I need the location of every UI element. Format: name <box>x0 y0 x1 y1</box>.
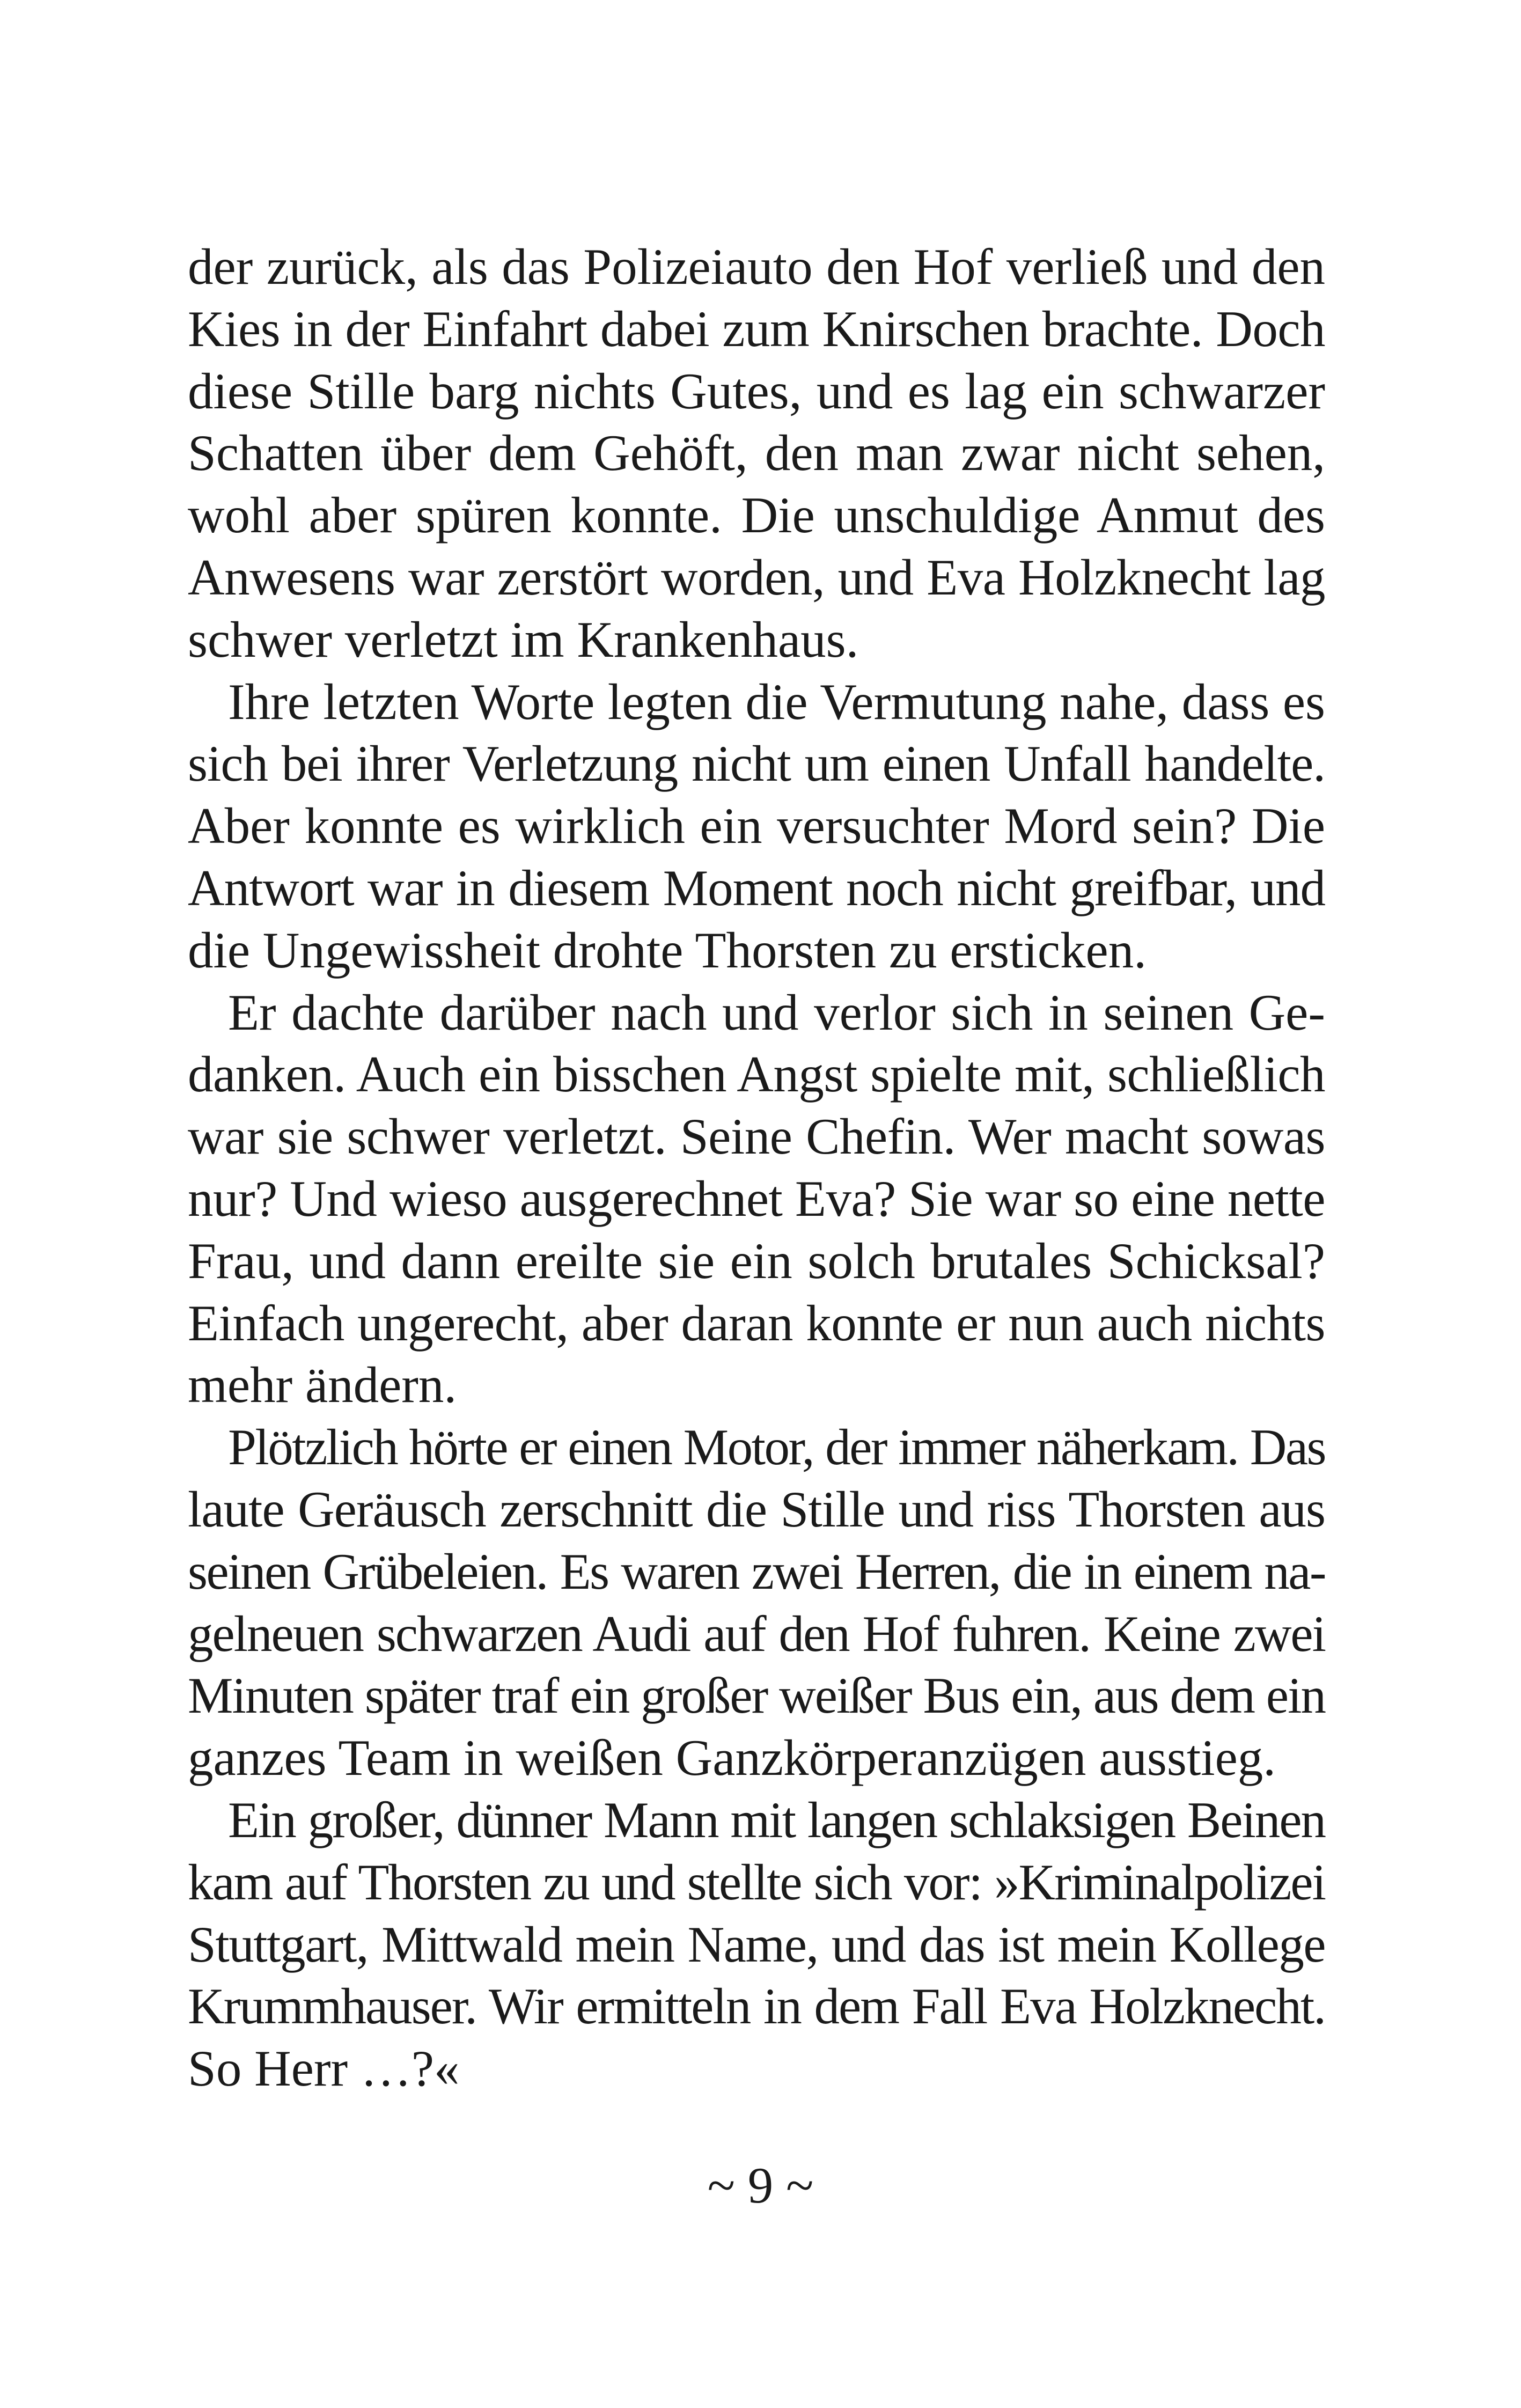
text-line: Einfach ungerecht, aber daran konnte er nun auch nichts <box>188 1294 1325 1352</box>
text-line: Antwort war in diesem Moment noch nicht greifbar, und <box>188 859 1325 916</box>
text-line: Plötzlich hörte er einen Motor, der immer näherkam. Das <box>228 1419 1325 1476</box>
text-line: schwer verletzt im Krankenhaus. <box>188 611 859 668</box>
text-line: Frau, und dann ereilte sie ein solch brutales Schicksal? <box>188 1232 1325 1289</box>
text-line: laute Geräusch zerschnitt die Stille und riss Thorsten aus <box>188 1480 1325 1538</box>
text-line: ganzes Team in weißen Ganzkörperanzügen ausstieg. <box>188 1729 1276 1787</box>
text-line: Minuten später traf ein großer weißer Bus ein, aus dem ein <box>188 1667 1325 1724</box>
text-line: war sie schwer verletzt. Seine Chefin. Wer macht sowas <box>188 1108 1325 1165</box>
text-line: seinen Grübeleien. Es waren zwei Herren, die in einem na- <box>188 1543 1325 1600</box>
text-line: gelneuen schwarzen Audi auf den Hof fuhren. Keine zwei <box>188 1605 1325 1662</box>
text-line: die Ungewissheit drohte Thorsten zu ersticken. <box>188 921 1147 979</box>
text-line: Aber konnte es wirklich ein versuchter Mord sein? Die <box>188 797 1325 855</box>
paragraph-5 <box>188 1789 1325 2100</box>
text-line: kam auf Thorsten zu und stellte sich vor: »Kriminalpolizei <box>188 1853 1325 1911</box>
text-line: Ihre letzten Worte legten die Vermutung nahe, dass es <box>228 673 1325 730</box>
text-line: der zurück, als das Polizeiauto den Hof verließ und den <box>188 238 1325 295</box>
text-line: diese Stille barg nichts Gutes, und es lag ein schwarzer <box>188 362 1325 420</box>
text-line: Schatten über dem Gehöft, den man zwar nicht sehen, <box>188 424 1325 482</box>
paragraph-1 <box>188 236 1325 671</box>
text-line: nur? Und wieso ausgerechnet Eva? Sie war so eine nette <box>188 1170 1325 1227</box>
text-line: danken. Auch ein bisschen Angst spielte mit, schließlich <box>188 1046 1325 1103</box>
text-line: Ein großer, dünner Mann mit langen schlaksigen Beinen <box>228 1791 1325 1848</box>
paragraph-2 <box>188 671 1325 982</box>
body-text <box>188 236 1325 2100</box>
text-line: Anwesens war zerstört worden, und Eva Holzknecht lag <box>188 548 1325 606</box>
paragraph-3 <box>188 982 1325 1417</box>
text-line: Krummhauser. Wir ermitteln in dem Fall Eva Holzknecht. <box>188 1978 1325 2035</box>
text-line: wohl aber spüren konnte. Die unschuldige Anmut des <box>188 487 1325 544</box>
text-line: Er dachte darüber nach und verlor sich in seinen Ge- <box>228 983 1325 1041</box>
text-line: Stuttgart, Mittwald mein Name, und das ist mein Kollege <box>188 1915 1325 1973</box>
text-line: So Herr …?« <box>188 2040 460 2097</box>
text-line: sich bei ihrer Verletzung nicht um einen Unfall handelte. <box>188 735 1325 792</box>
text-line: Kies in der Einfahrt dabei zum Knirschen brachte. Doch <box>188 300 1325 357</box>
text-line: mehr ändern. <box>188 1356 457 1414</box>
paragraph-4 <box>188 1416 1325 1789</box>
page-number: ~ 9 ~ <box>707 2157 814 2214</box>
